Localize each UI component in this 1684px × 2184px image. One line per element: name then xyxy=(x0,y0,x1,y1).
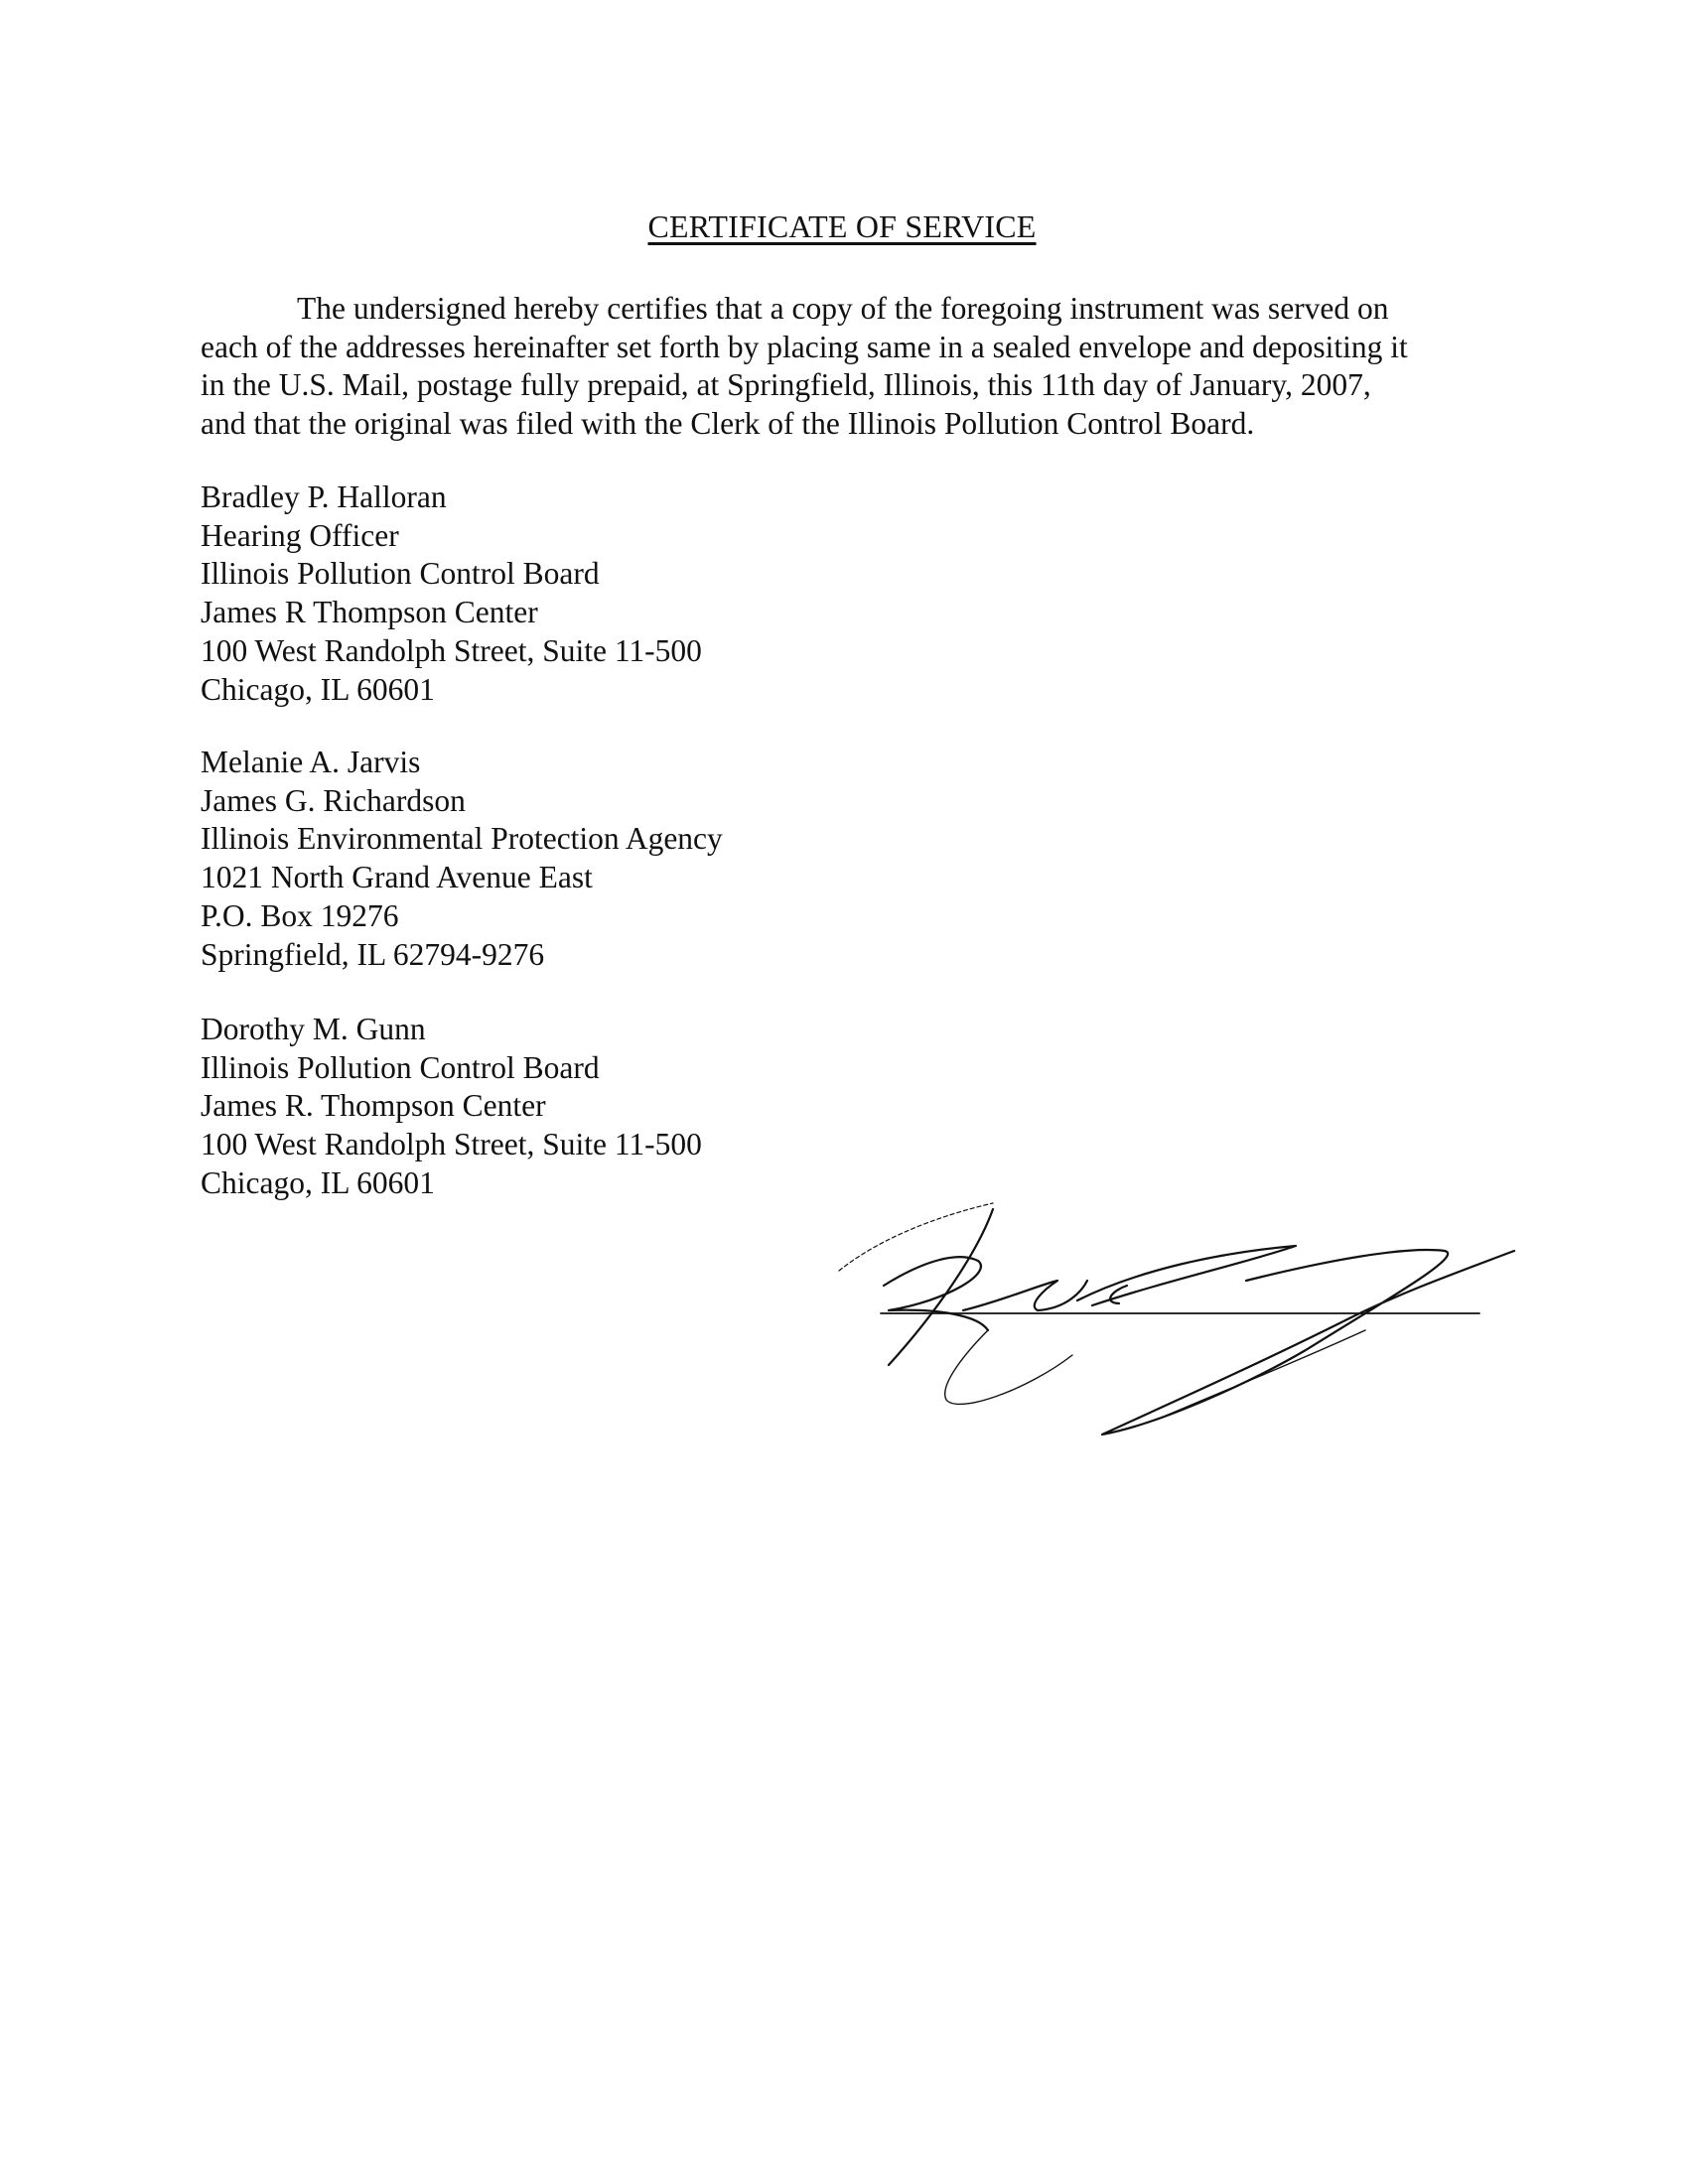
signature-icon xyxy=(829,1191,1544,1439)
paragraph-line: The undersigned hereby certifies that a copy of the foregoing instrument was served on xyxy=(297,291,1389,326)
address-line: Illinois Pollution Control Board xyxy=(201,1049,600,1085)
address-line: Chicago, IL 60601 xyxy=(201,1164,435,1200)
certification-paragraph xyxy=(201,290,1481,443)
address-line: Bradley P. Halloran xyxy=(201,479,447,514)
address-line: Dorothy M. Gunn xyxy=(201,1012,426,1046)
page-title: CERTIFICATE OF SERVICE xyxy=(647,208,1037,244)
address-line: James R. Thompson Center xyxy=(201,1088,546,1124)
address-line: James G. Richardson xyxy=(201,782,466,818)
address-line: Springfield, IL 62794-9276 xyxy=(201,936,545,972)
address-line: Illinois Environmental Protection Agency xyxy=(201,821,723,857)
address-line: Melanie A. Jarvis xyxy=(201,745,421,779)
address-line: Hearing Officer xyxy=(201,517,399,553)
address-block-halloran xyxy=(201,478,702,709)
paragraph-line: in the U.S. Mail, postage fully prepaid, at Springfield, Illinois, this 11th day of January, 2007, xyxy=(201,367,1371,402)
address-line: P.O. Box 19276 xyxy=(201,897,399,933)
address-line: 100 West Randolph Street, Suite 11-500 xyxy=(201,1127,702,1162)
address-block-gunn xyxy=(201,1011,702,1203)
address-line: 100 West Randolph Street, Suite 11-500 xyxy=(201,632,702,668)
address-line: James R Thompson Center xyxy=(201,595,538,630)
address-line: Chicago, IL 60601 xyxy=(201,671,435,707)
address-line: 1021 North Grand Avenue East xyxy=(201,860,593,895)
paragraph-line: and that the original was filed with the Clerk of the Illinois Pollution Control Board. xyxy=(201,405,1255,441)
address-line: Illinois Pollution Control Board xyxy=(201,556,600,592)
paragraph-line: each of the addresses hereinafter set forth by placing same in a sealed envelope and depositing it xyxy=(201,329,1408,364)
address-block-jarvis-richardson xyxy=(201,744,723,974)
